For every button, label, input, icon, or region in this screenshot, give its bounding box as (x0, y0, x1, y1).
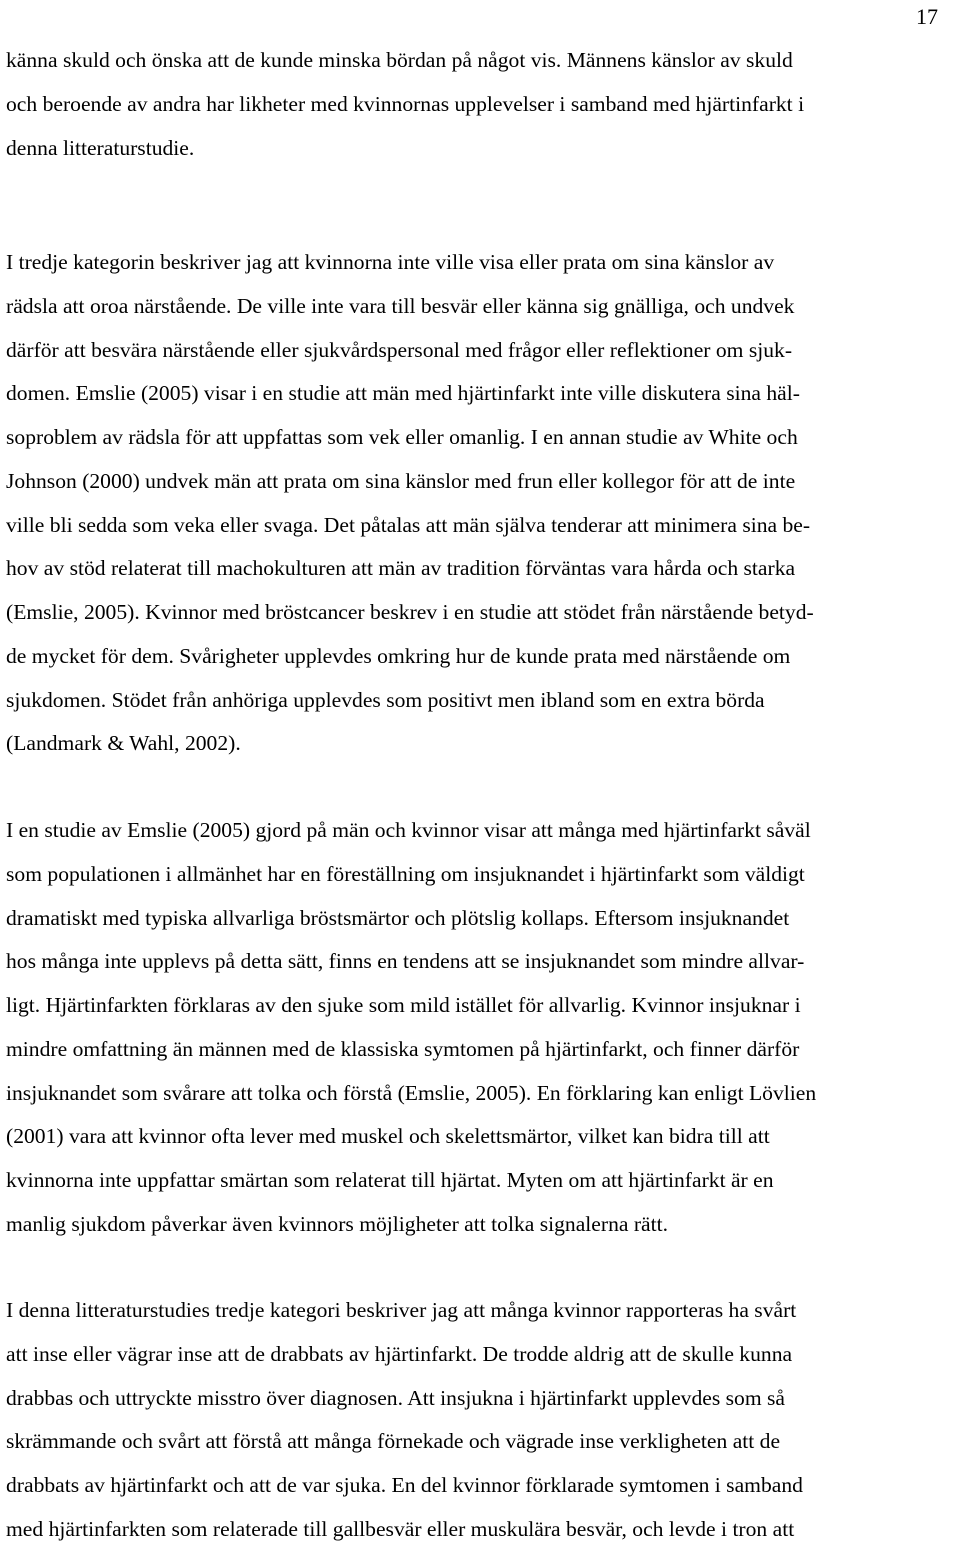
text-line: (Landmark & Wahl, 2002). (6, 731, 241, 755)
text-line: de mycket för dem. Svårigheter upplevdes omkring hur de kunde prata med närstående om (6, 644, 791, 668)
page-number: 17 (916, 4, 938, 29)
text-line: hos många inte upplevs på detta sätt, finns en tendens att se insjuknandet som mindre allvar- (6, 949, 805, 973)
text-line: att inse eller vägrar inse att de drabbats av hjärtinfarkt. De trodde aldrig att de skulle kunna (6, 1342, 793, 1366)
text-line: drabbas och uttryckte misstro över diagnosen. Att insjukna i hjärtinfarkt upplevdes som så (6, 1386, 786, 1410)
text-line: drabbats av hjärtinfarkt och att de var sjuka. En del kvinnor förklarade symtomen i samband (6, 1473, 803, 1497)
text-line: som populationen i allmänhet har en föreställning om insjuknandet i hjärtinfarkt som väldigt (6, 862, 805, 886)
text-line: sjukdomen. Stödet från anhöriga upplevdes som positivt men ibland som en extra börda (6, 688, 765, 712)
text-line: (2001) vara att kvinnor ofta lever med muskel och skelettsmärtor, vilket kan bidra till att (6, 1124, 770, 1148)
text-line: denna litteraturstudie. (6, 136, 195, 160)
text-line: (Emslie, 2005). Kvinnor med bröstcancer beskrev i en studie att stödet från närstående betyd- (6, 600, 814, 624)
text-line: och beroende av andra har likheter med kvinnornas upplevelser i samband med hjärtinfarkt i (6, 92, 805, 116)
text-line: I denna litteraturstudies tredje kategori beskriver jag att många kvinnor rapporteras ha svårt (6, 1298, 797, 1322)
text-line: skrämmande och svårt att förstå att många förnekade och vägrade inse verkligheten att de (6, 1429, 781, 1453)
text-line: därför att besvära närstående eller sjukvårdspersonal med frågor eller reflektioner om sjuk- (6, 338, 793, 362)
text-line: insjuknandet som svårare att tolka och förstå (Emslie, 2005). En förklaring kan enligt Lövlien (6, 1081, 817, 1105)
text-line: manlig sjukdom påverkar även kvinnors möjligheter att tolka signalerna rätt. (6, 1212, 669, 1236)
text-line: hov av stöd relaterat till machokulturen att män av tradition förväntas vara hårda och starka (6, 556, 796, 580)
text-line: dramatiskt med typiska allvarliga bröstsmärtor och plötslig kollaps. Eftersom insjuknandet (6, 906, 790, 930)
text-line: I tredje kategorin beskriver jag att kvinnorna inte ville visa eller prata om sina känslor av (6, 250, 775, 274)
text-line: kvinnorna inte uppfattar smärtan som relaterat till hjärtat. Myten om att hjärtinfarkt är en (6, 1168, 774, 1192)
text-line: Johnson (2000) undvek män att prata om sina känslor med frun eller kollegor för att de inte (6, 469, 796, 493)
text-line: mindre omfattning än männen med de klassiska symtomen på hjärtinfarkt, och finner därför (6, 1037, 800, 1061)
text-line: känna skuld och önska att de kunde minska bördan på något vis. Männens känslor av skuld (6, 48, 793, 72)
text-line: I en studie av Emslie (2005) gjord på män och kvinnor visar att många med hjärtinfarkt såväl (6, 818, 811, 842)
text-line: domen. Emslie (2005) visar i en studie att män med hjärtinfarkt inte ville diskutera sina häl- (6, 381, 800, 405)
text-line: med hjärtinfarkten som relaterade till gallbesvär eller muskulära besvär, och levde i tron att (6, 1517, 795, 1541)
text-line: ligt. Hjärtinfarkten förklaras av den sjuke som mild istället för allvarlig. Kvinnor insjuknar i (6, 993, 801, 1017)
text-line: soproblem av rädsla för att uppfattas som vek eller omanlig. I en annan studie av White och (6, 425, 798, 449)
text-line: rädsla att oroa närstående. De ville inte vara till besvär eller känna sig gnälliga, och undvek (6, 294, 795, 318)
text-line: ville bli sedda som veka eller svaga. Det påtalas att män själva tenderar att minimera sina be- (6, 513, 811, 537)
